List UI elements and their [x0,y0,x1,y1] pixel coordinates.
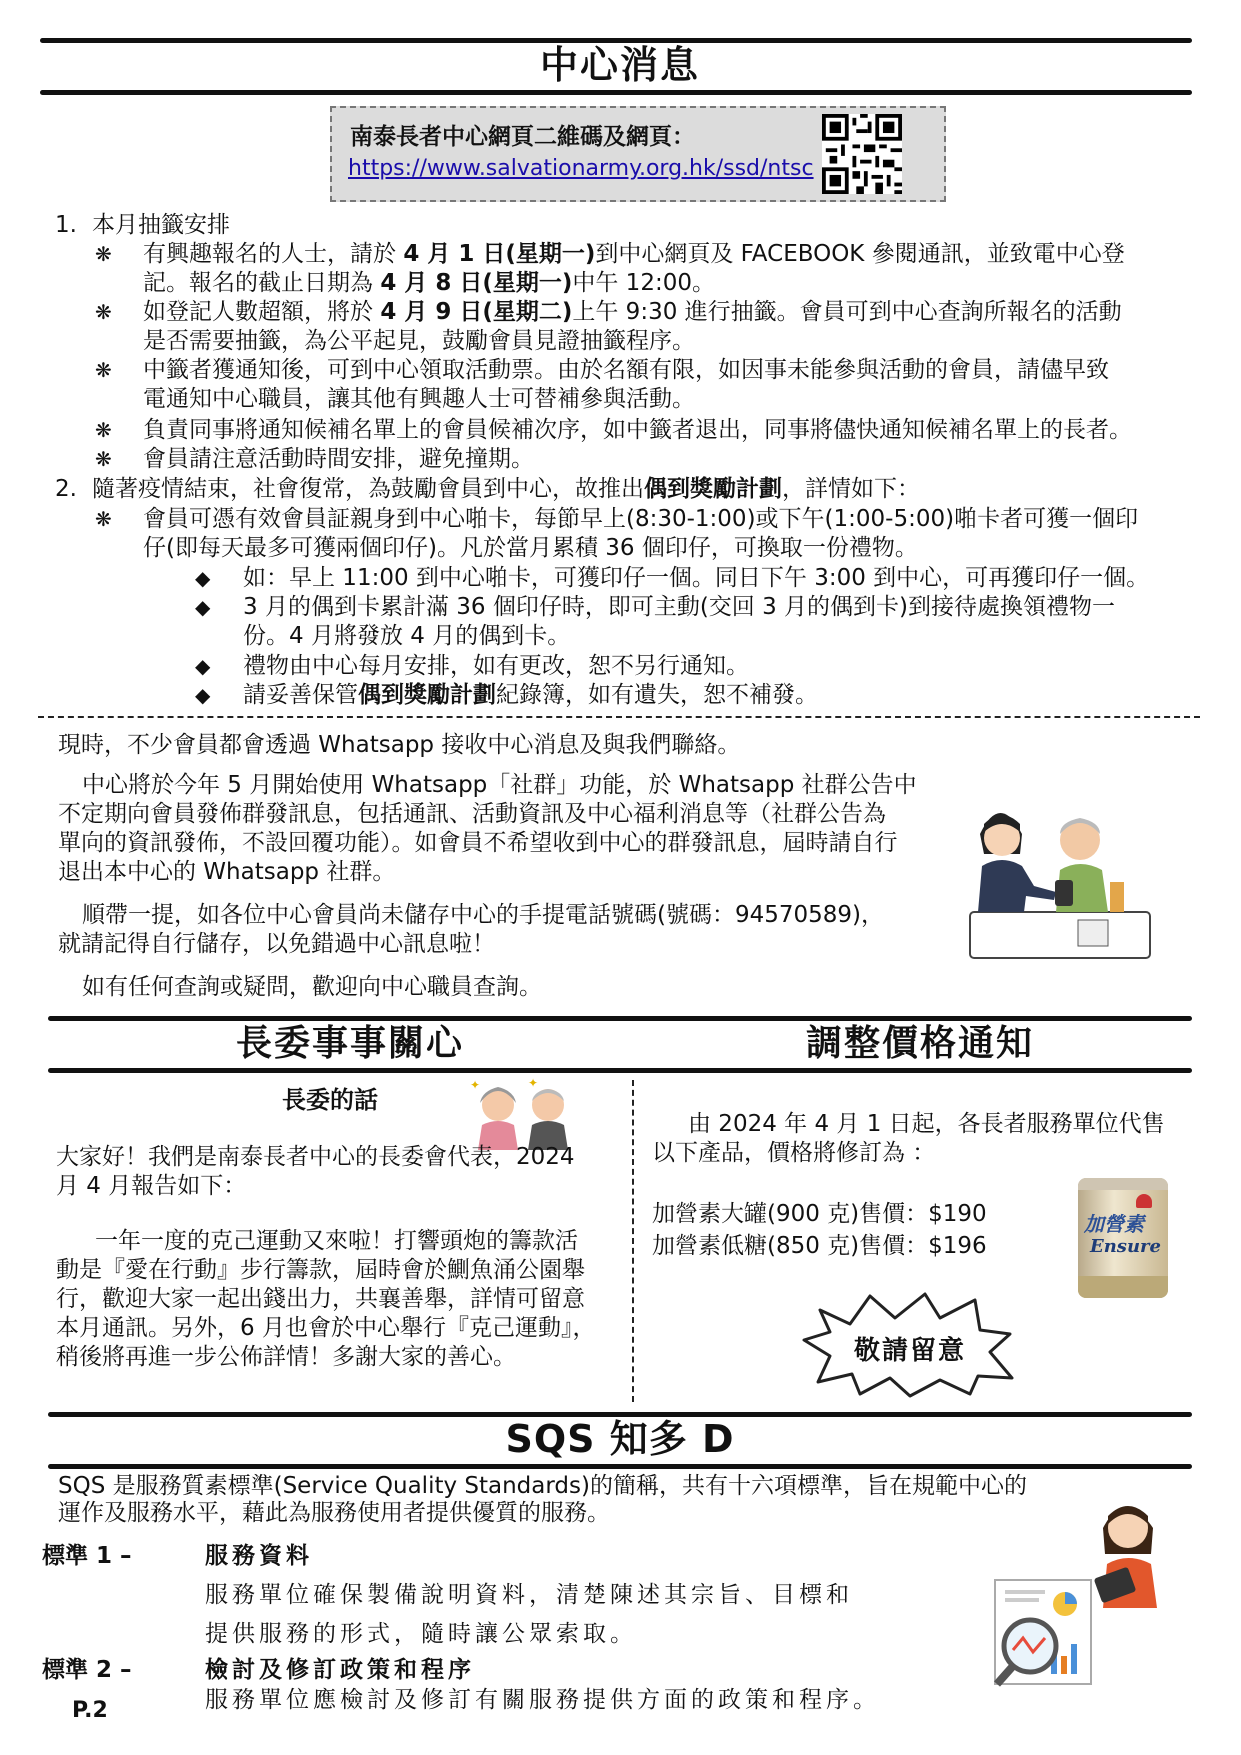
report-review-illustration [985,1488,1185,1688]
qr-code-icon [822,114,902,194]
price-item1: 加營素大罐(900 克)售價：$190 [652,1201,987,1227]
committee-para1-line1: 大家好！我們是南泰長者中心的長委會代表，2024 [56,1144,575,1170]
mid-header-rule [48,1068,1192,1073]
page-title: 中心消息 [539,43,700,87]
item2-bullet1: 會員可憑有效會員証親身到中心啪卡，每節早上(8:30-1:00)或下午(1:00-5:00)啪卡者可獲一個印 [143,506,1139,532]
bullet-icon: ❋ [95,242,112,266]
committee-para2-line1: 一年一度的克己運動又來啦！打響頭炮的籌款活 [95,1228,578,1254]
whatsapp-para2-line2: 不定期向會員發佈群發訊息，包括通訊、活動資訊及中心福利消息等（社群公告為 [58,801,886,827]
item1-bullet2-cont: 是否需要抽籤，為公平起見，鼓勵會員見證抽籤程序。 [143,328,695,354]
whatsapp-para3-line1: 順帶一提，如各位中心會員尚未儲存中心的手提電話號碼(號碼：94570589)， [82,902,885,928]
std1-label: 標準 1 – [42,1543,132,1569]
whatsapp-para2-line1: 中心將於今年 5 月開始使用 Whatsapp「社群」功能，於 Whatsapp 社群公告中 [82,772,917,798]
whatsapp-para4: 如有任何查詢或疑問，歡迎向中心職員查詢。 [82,974,542,1000]
item2-sub2: 3 月的偶到卡累計滿 36 個印仔時，即可主動(交回 3 月的偶到卡)到接待處換領禮物一 [243,594,1116,620]
committee-para1-line2: 月 4 月報告如下： [56,1173,247,1199]
can-label: 加營素 [1084,1212,1144,1236]
diamond-bullet-icon: ◆ [195,654,211,678]
sqs-intro-line2: 運作及服務水平，藉此為服務使用者提供優質的服務。 [58,1500,610,1526]
item1-bullet2: 如登記人數超額，將於 4 月 9 日(星期二)上午 9:30 進行抽籤。會員可到中心查詢所報名的活動 [143,299,1122,325]
can-brand: Ensure [1090,1236,1161,1257]
section-divider [38,716,1200,718]
qr-box-title: 南泰長者中心網頁二維碼及網頁： [350,124,695,150]
title-underline [40,90,1192,95]
qr-info-box [330,106,946,202]
committee-para2-line4: 本月通訊。另外，6 月也會於中心舉行『克己運動』， [56,1315,596,1341]
item1-number: 1. [55,212,77,238]
committee-para2-line2: 動是『愛在行動』步行籌款，屆時會於鰂魚涌公園舉 [56,1257,585,1283]
whatsapp-para2-line3: 單向的資訊發佈，不設回覆功能）。如會員不希望收到中心的群發訊息，屆時請自行 [58,830,898,856]
svg-text:✦: ✦ [528,1076,539,1090]
bullet-icon: ❋ [95,300,112,324]
bullet-icon: ❋ [95,447,112,471]
sqs-header-rule [48,1464,1192,1469]
item2-sub3: 禮物由中心每月安排，如有更改，恕不另行通知。 [243,653,749,679]
std2-title: 檢討及修訂政策和程序 [205,1657,475,1683]
item2-number: 2. [55,476,77,502]
item1-bullet1-cont: 記。報名的截止日期為 4 月 8 日(星期一)中午 12:00。 [143,270,715,296]
diamond-bullet-icon: ◆ [195,566,211,590]
svg-text:✦: ✦ [470,1078,481,1092]
item2-sub4: 請妥善保管偶到獎勵計劃紀錄簿，如有遺失，恕不補發。 [243,682,818,708]
committee-title: 長委事事關心 [235,1023,464,1064]
std2-label: 標準 2 – [42,1657,132,1683]
std1-title: 服務資料 [205,1543,313,1569]
price-title: 調整價格通知 [805,1023,1034,1064]
item1-bullet1: 有興趣報名的人士，請於 4 月 1 日(星期一)到中心網頁及 FACEBOOK 參閱通訊，並致電中心登 [143,241,1125,267]
mid-top-rule [48,1016,1192,1021]
bullet-icon: ❋ [95,358,112,382]
item2-bullet1-cont: 仔(即每天最多可獲兩個印仔)。凡於當月累積 36 個印仔，可換取一份禮物。 [143,535,918,561]
price-para-line2: 以下產品，價格將修訂為 ： [652,1140,936,1166]
whatsapp-para2-line4: 退出本中心的 Whatsapp 社群。 [58,859,396,885]
bullet-icon: ❋ [95,507,112,531]
item1-bullet4: 負責同事將通知候補名單上的會員候補次序，如中籤者退出，同事將儘快通知候補名單上的長者。 [143,417,1132,443]
item2-sub2-cont: 份。4 月將發放 4 月的偶到卡。 [243,623,571,649]
bullet-icon: ❋ [95,418,112,442]
committee-para2-line5: 稍後將再進一步公佈詳情！多謝大家的善心。 [56,1344,516,1370]
std1-body-line2: 提供服務的形式，隨時讓公眾索取。 [205,1621,637,1647]
std1-body-line1: 服務單位確保製備說明資料，清楚陳述其宗旨、目標和 [205,1582,853,1608]
diamond-bullet-icon: ◆ [195,683,211,707]
committee-para2-line3: 行，歡迎大家一起出錢出力，共襄善舉，詳情可留意 [56,1286,585,1312]
std2-body: 服務單位應檢討及修訂有關服務提供方面的政策和程序。 [205,1687,880,1713]
page-number: P.2 [72,1698,108,1723]
item1-title: 本月抽籤安排 [92,212,230,238]
diamond-bullet-icon: ◆ [195,595,211,619]
ensure-can-image [1078,1178,1168,1298]
elder-couple-illustration [468,1075,578,1150]
item1-bullet3: 中籤者獲通知後，可到中心領取活動票。由於名額有限，如因事未能參與活動的會員，請儘早致 [143,357,1109,383]
sqs-title: SQS 知多 D [505,1417,735,1461]
item2-sub1: 如：早上 11:00 到中心啪卡，可獲印仔一個。同日下午 3:00 到中心，可再獲印仔一個。 [243,565,1150,591]
item1-bullet5: 會員請注意活動時間安排，避免撞期。 [143,446,534,472]
sqs-intro-line1: SQS 是服務質素標準(Service Quality Standards)的簡稱，共有十六項標準，旨在規範中心的 [58,1473,1027,1499]
whatsapp-para1: 現時，不少會員都會透過 Whatsapp 接收中心消息及與我們聯絡。 [58,732,741,758]
notice-text: 敬請留意 [853,1336,966,1366]
column-divider [632,1080,634,1402]
committee-subtitle: 長委的話 [282,1086,378,1114]
whatsapp-para3-line2: 就請記得自行儲存，以免錯過中心訊息啦！ [58,931,495,957]
item1-bullet3-cont: 電通知中心職員，讓其他有興趣人士可替補參與活動。 [143,386,695,412]
staff-helping-elder-illustration [960,792,1160,962]
price-para-line1: 由 2024 年 4 月 1 日起，各長者服務單位代售 [688,1111,1165,1137]
website-link[interactable]: https://www.salvationarmy.org.hk/ssd/ntsc [348,156,814,181]
price-item2: 加營素低糖(850 克)售價：$196 [652,1233,987,1259]
item2-title: 隨著疫情結束，社會復常，為鼓勵會員到中心，故推出偶到獎勵計劃，詳情如下： [92,476,920,502]
